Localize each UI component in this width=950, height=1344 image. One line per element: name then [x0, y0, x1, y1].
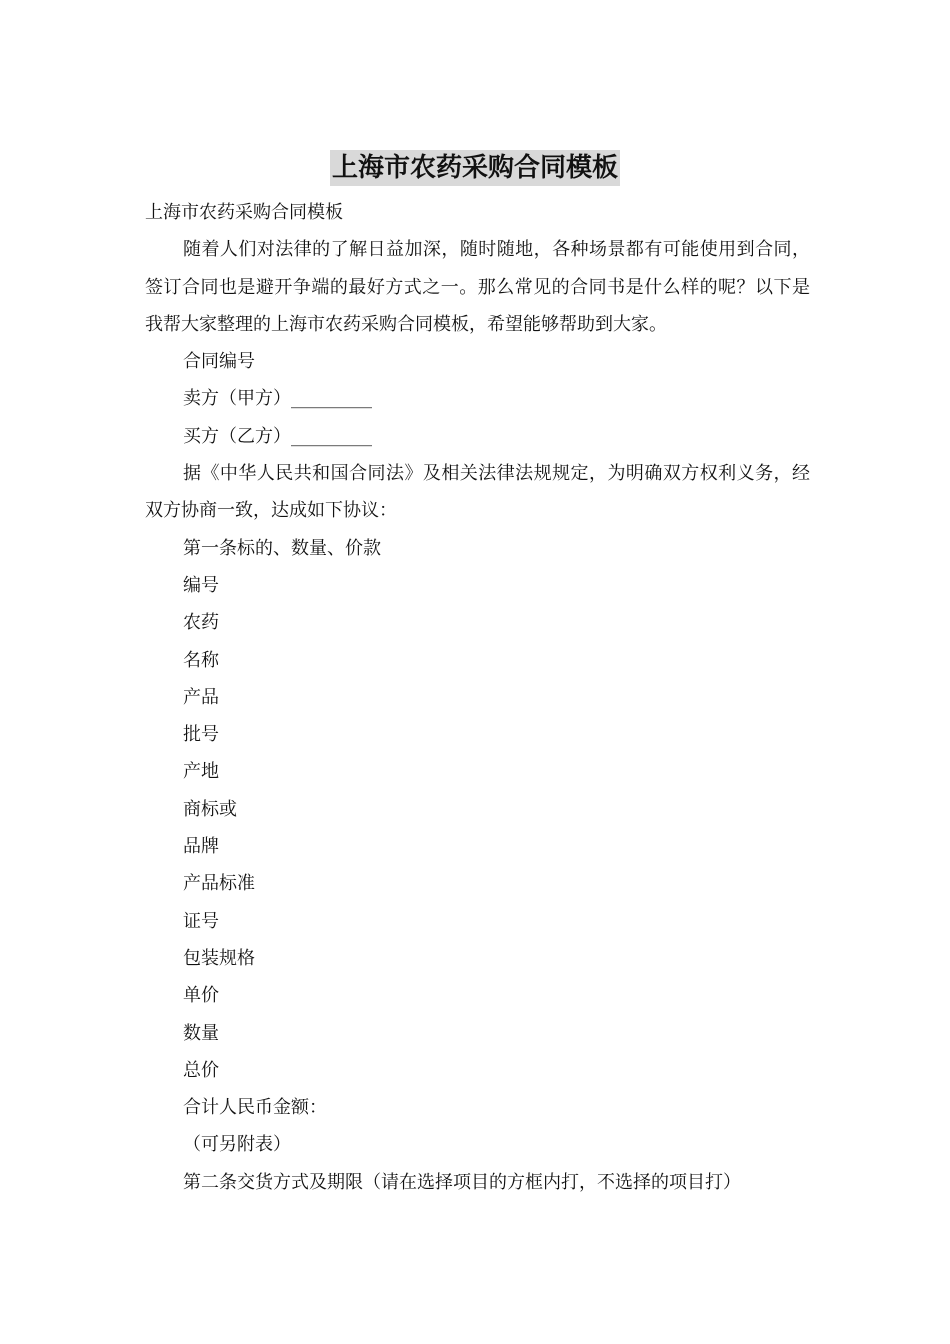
field-item: 农药	[183, 612, 219, 634]
field-item: 名称	[183, 649, 219, 671]
field-item: 包装规格	[183, 947, 255, 969]
document-title: 上海市农药采购合同模板	[330, 150, 620, 186]
document-subtitle: 上海市农药采购合同模板	[145, 202, 343, 223]
article-1-heading: 第一条标的、数量、价款	[183, 537, 381, 559]
field-item: 批号	[183, 724, 219, 746]
field-item: 商标或	[183, 798, 237, 820]
title-container	[0, 150, 950, 186]
agreement-paragraph: 据《中华人民共和国合同法》及相关法律法规规定，为明确双方权利义务，经双方协商一致，达成如下协议：	[145, 463, 810, 522]
document-body	[145, 194, 810, 1201]
seller-line: 卖方（甲方）_________	[183, 388, 372, 410]
field-item: 证号	[183, 910, 219, 932]
field-item: 品牌	[183, 836, 219, 858]
attachment-note: （可另附表）	[183, 1134, 291, 1156]
field-item: 产品标准	[183, 873, 255, 895]
contract-number-label: 合同编号	[183, 351, 255, 373]
field-item: 产地	[183, 761, 219, 783]
intro-paragraph: 随着人们对法律的了解日益加深，随时随地，各种场景都有可能使用到合同，签订合同也是避开争端的最好方式之一。那么常见的合同书是什么样的呢？以下是我帮大家整理的上海市农药采购合同模板，希望能够帮助到大家。	[145, 239, 810, 335]
field-item: 单价	[183, 985, 219, 1007]
field-item: 产品	[183, 686, 219, 708]
field-item: 编号	[183, 574, 219, 596]
field-item: 数量	[183, 1022, 219, 1044]
article-2-heading: 第二条交货方式及期限（请在选择项目的方框内打，不选择的项目打）	[183, 1171, 741, 1193]
field-item: 总价	[183, 1059, 219, 1081]
total-amount-label: 合计人民币金额：	[183, 1097, 327, 1119]
buyer-line: 买方（乙方）_________	[183, 425, 372, 447]
